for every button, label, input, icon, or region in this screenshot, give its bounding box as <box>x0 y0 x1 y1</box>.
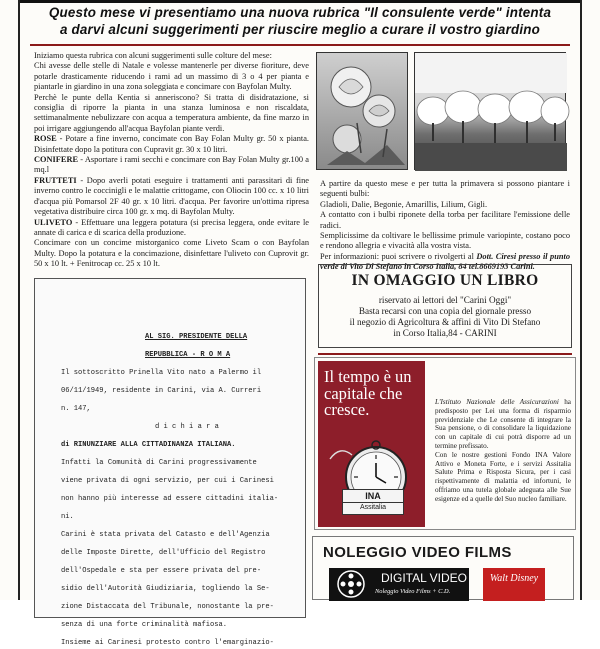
left-border <box>18 0 20 600</box>
uliveto-paragraph <box>34 218 309 239</box>
uliveto-label: ULIVETO <box>34 217 73 227</box>
free-book-line-1: riservato ai lettori del "Carini Oggi" <box>378 295 512 305</box>
conifere-text: - Asportare i rami secchi e concimare con Bay Folan Multy gr.100 a mq.l <box>34 155 309 175</box>
renunciation-letter <box>34 278 306 647</box>
right-border <box>580 0 582 600</box>
poinsettia-paragraph: Chi avesse delle stelle di Natale e volesse mantenerle per diverse fioriture, deve potarle drasticamente riducendo i rami ad un massimo di 3 o 4 per pianta e piantarle in giardino in una zona soleggiata e concimare con Bayfolan Multy. <box>34 61 309 92</box>
info-prefix: Per informazioni: puoi scrivere o rivolgerti al <box>320 251 477 261</box>
letter-line: Il sottoscritto Prinella Vito nato a Palermo il <box>61 369 262 377</box>
headline-divider <box>30 44 570 46</box>
rose-text: - Potare a fine inverno, concimate con Bay Folan Multy gr. 50 x pianta. Disinfettate dopo la potitura con Cupravit gr. 30 x 10 litri. <box>34 134 309 154</box>
free-book-box <box>318 264 572 348</box>
section-divider <box>318 353 572 355</box>
letter-line: sidio dell'Autorità Giudiziaria, togliendo la Se- <box>61 585 270 593</box>
free-book-line-3: il negozio di Agricoltura & affini di Vito Di Stefano <box>349 317 541 327</box>
assitalia-logo-text: Assitalia <box>343 502 403 513</box>
gardening-tips-column <box>34 51 309 270</box>
frutteti-text: - Dopo averli potati eseguire i trattamenti anti parassitari di fine inverno contro le coccinigli e le malattie crittogame, con Oliocin 100 cc. x 10 litri d'acqua più Pomarsol 2F 40 gr. x 10 litri. d'acqua. Per favorire un'ottima ripresa vegetativa distribuire circa 100 gr. x mq. di Bayfolan Multy. <box>34 175 309 217</box>
letter-line: dell'Ospedale e sta per essere privata del pre- <box>61 567 262 575</box>
conifere-paragraph <box>34 155 309 176</box>
info-contact: Dott. Ciresi presso il punto verde di Vito Di Stefano in Corso Italia, 84 tel.8669193 Carini. <box>320 251 570 272</box>
video-rental-ad <box>312 536 574 600</box>
ina-paragraph-1 <box>435 398 571 451</box>
ina-logo-text: INA <box>365 491 381 501</box>
walt-disney-logo: Walt Disney <box>483 568 545 601</box>
letter-line: Carini è stata privata del Catasto e dell'Agenzia <box>61 531 270 539</box>
free-book-line-2: Basta recarsi con una copia del giornale presso <box>358 306 532 316</box>
letter-line: ni. <box>61 513 74 521</box>
bulbs-intro: A partire da questo mese e per tutta la primavera si possono piantare i seguenti bulbi: <box>320 179 570 199</box>
rose-photo <box>316 52 408 170</box>
ina-paragraph-2: Con le nostre gestioni Fondo INA Valore Attivo e Moneta Forte, e i servizi Assitalia Salute Prima e Risposta Sicura, per i casi rispettivamente di malattia ed infortuni, le offriamo una tutela globale adeguata alle Sue esigenze ed a quelle del Suo nucleo familiare. <box>435 450 571 503</box>
letter-line: d i c h i a r a <box>155 423 219 431</box>
video-ad-title: NOLEGGIO VIDEO FILMS <box>323 544 512 561</box>
rose-paragraph <box>34 134 309 155</box>
ina-brand: L'Istituto Nazionale delle Assicurazioni <box>435 398 559 406</box>
ina-advertisement <box>314 357 576 530</box>
letter-line: senza di una forte criminalità mafiosa. <box>61 621 228 629</box>
letter-line: zione Distaccata del Tribunale, nonostante la pre- <box>61 603 274 611</box>
conifere-label: CONIFERE <box>34 155 79 165</box>
orchard-photo <box>414 52 566 170</box>
ina-assitalia-logo <box>342 489 404 515</box>
frutteti-label: FRUTTETI <box>34 175 77 185</box>
frutteti-paragraph <box>34 176 309 218</box>
rose-label: ROSE <box>34 134 57 144</box>
bulbs-column <box>320 179 570 273</box>
digital-video-logo <box>329 568 469 601</box>
free-book-line-4: in Corso Italia,84 - CARINI <box>393 328 497 338</box>
free-book-title: IN OMAGGIO UN LIBRO <box>351 272 539 289</box>
letter-line: delle Imposte Dirette, dell'Ufficio del Registro <box>61 549 266 557</box>
letter-line: di RINUNZIARE ALLA CITTADINANZA ITALIANA. <box>61 441 236 449</box>
bulbs-list: Gladioli, Dalie, Begonie, Amarillis, Lilium, Gigli. <box>320 199 488 209</box>
digital-video-brand: DIGITAL VIDEO <box>381 571 468 585</box>
top-border <box>18 0 582 3</box>
bulbs-tip: A contatto con i bulbi riponete della torba per facilitare l'emissione delle radici. <box>320 210 570 230</box>
kentia-paragraph: Perchè le punte della Kentia si anneriscono? Si tratta di disidratazione, si consiglia di riporre la pianta in una stanza luminosa e non riscaldata, settimanalmente nebulizzare con acqua a temperatura ambiente, da fine marzo in poi irrigare aggiungendo all'acqua Bayfolan piante verdi. <box>34 92 309 133</box>
ina-body-text <box>435 398 571 504</box>
uliveto-text: - Effettuare una leggera potatura (si precisa leggera, onde evitare le annate di carica e di scarica della produzione. <box>34 217 309 237</box>
headline-line-2: a darvi alcuni suggerimenti per riuscire meglio a curare il vostro giardino <box>59 22 541 37</box>
digital-video-subtitle: Noleggio Video Films + C.D. <box>375 588 451 595</box>
film-reel-icon <box>329 568 373 601</box>
letter-line: 06/11/1949, residente in Carini, via A. Curreri <box>61 387 262 395</box>
letter-line: AL SIG. PRESIDENTE DELLA <box>145 333 248 341</box>
concime-paragraph: Concimare con un concime mistorganico come Liveto Scam o con Bayfolan Multy. Dopo la potatura e la concimazione, disinfettare l'uliveto con Cuprovit gr. 50 x 10 lt. + Fenitrocap cc. 25 x 10 lt. <box>34 238 309 269</box>
intro-paragraph: Iniziamo questa rubrica con alcuni suggerimenti sulle colture del mese: <box>34 51 272 60</box>
letter-line: non hanno più interesse ad essere cittadini italia- <box>61 495 279 503</box>
letter-line: Infatti la Comunità di Carini progressivamente <box>61 459 257 467</box>
letter-line: viene privata di ogni servizio, per cui i Carinesi <box>61 477 274 485</box>
page-headline <box>30 4 570 38</box>
letter-line: n. 147, <box>61 405 91 413</box>
ina-red-panel <box>318 361 425 527</box>
ina-paragraph-1-text: ha predisposto per Lei una forma di risparmio previdenziale che Le consente di integrare la Sua pensione, o di consolidare la liquidazione con un capitale di cui potrà disporre ad un termine prefissato. <box>435 398 571 450</box>
letter-line: Insieme ai Carinesi protesto contro l'emarginazio- <box>61 639 274 647</box>
ina-slogan: Il tempo è un capitale che cresce. <box>324 367 412 419</box>
garden-photos <box>316 52 566 170</box>
primule-tip: Semplicissime da coltivare le bellissime primule variopinte, costano poco e rendono allegria e vivacità alla vostra vista. <box>320 231 570 251</box>
headline-line-1: Questo mese vi presentiamo una nuova rubrica "Il consulente verde" intenta <box>48 5 552 20</box>
letter-line: REPUBBLICA - R O M A <box>145 351 231 359</box>
